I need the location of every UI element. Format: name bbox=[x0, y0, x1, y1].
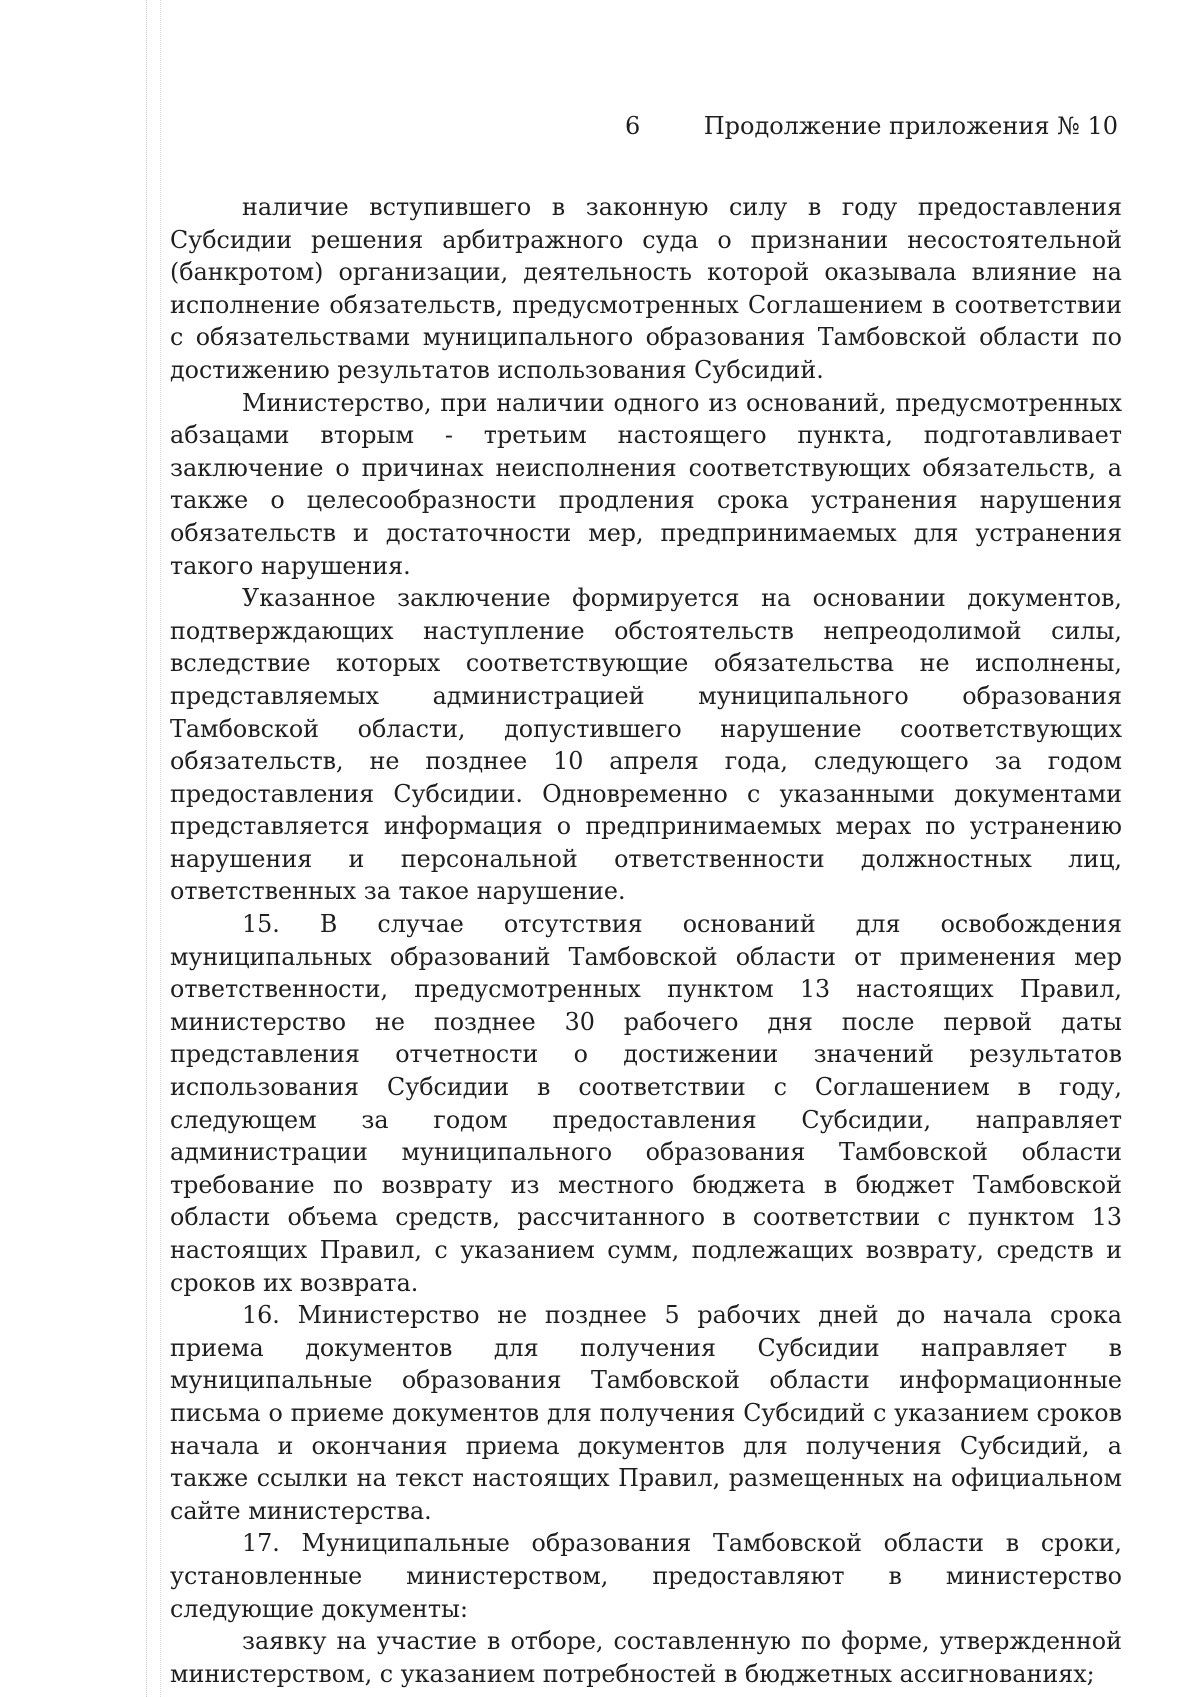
scan-edge-line bbox=[160, 0, 161, 1697]
paragraph-item-16: 16. Министерство не позднее 5 рабочих дней до начала срока приема документов для получения Субсидии направляет в муниципальные образования Тамбовской области информационные письма о приеме документов для получения Субсидий с указанием сроков начала и окончания приема документов для получения Субсидий, а также ссылки на текст настоящих Правил, размещенных на официальном сайте министерства. bbox=[170, 1301, 1122, 1525]
paragraph-item-17: 17. Муниципальные образования Тамбовской области в сроки, установленные министерством, предоставляют в министерство следующие документы: bbox=[170, 1529, 1122, 1623]
page-header bbox=[0, 110, 1200, 150]
scan-edge-line bbox=[146, 0, 147, 1697]
paragraph-ministry-conclusion: Министерство, при наличии одного из оснований, предусмотренных абзацами вторым - третьим настоящего пункта, подготавливает заключение о причинах неисполнения соответствующих обязательств, а также о целесообразности продления срока устранения нарушения обязательств и достаточности мер, предпринимаемых для устранения такого нарушения. bbox=[170, 388, 1122, 580]
paragraph-item-15: 15. В случае отсутствия оснований для освобождения муниципальных образований Тамбовской области от применения мер ответственности, предусмотренных пунктом 13 настоящих Правил, министерство не позднее 30 рабочего дня после первой даты представления отчетности о достижении значений результатов использования Субсидии в соответствии с Соглашением в году, следующем за годом предоставления Субсидии, направляет администрации муниципального образования Тамбовской области требование по возврату из местного бюджета в бюджет Тамбовской области объема средств, рассчитанного в соответствии с пунктом 13 настоящих Правил, с указанием сумм, подлежащих возврату, средств и сроков их возврата. bbox=[170, 910, 1122, 1297]
document-body bbox=[170, 191, 1122, 1690]
appendix-continuation-label: Продолжение приложения № 10 bbox=[703, 112, 1118, 140]
paragraph-conclusion-basis: Указанное заключение формируется на основании документов, подтверждающих наступление обстоятельств непреодолимой силы, вследствие которых соответствующие обязательства не исполнены, представляемых администрацией муниципального образования Тамбовской области, допустившего нарушение соответствующих обязательств, не позднее 10 апреля года, следующего за годом предоставления Субсидии. Одновременно с указанными документами представляется информация о предпринимаемых мерах по устранению нарушения и персональной ответственности должностных лиц, ответственных за такое нарушение. bbox=[170, 584, 1122, 906]
paragraph-bankruptcy-condition: наличие вступившего в законную силу в году предоставления Субсидии решения арбитражного суда о признании несостоятельной (банкротом) организации, деятельность которой оказывала влияние на исполнение обязательств, предусмотренных Соглашением в соответствии с обязательствами муниципального образования Тамбовской области по достижению результатов использования Субсидий. bbox=[170, 193, 1122, 384]
page-number: 6 bbox=[625, 112, 641, 140]
paragraph-application: заявку на участие в отборе, составленную по форме, утвержденной министерством, с указанием потребностей в бюджетных ассигнованиях; bbox=[170, 1627, 1122, 1688]
